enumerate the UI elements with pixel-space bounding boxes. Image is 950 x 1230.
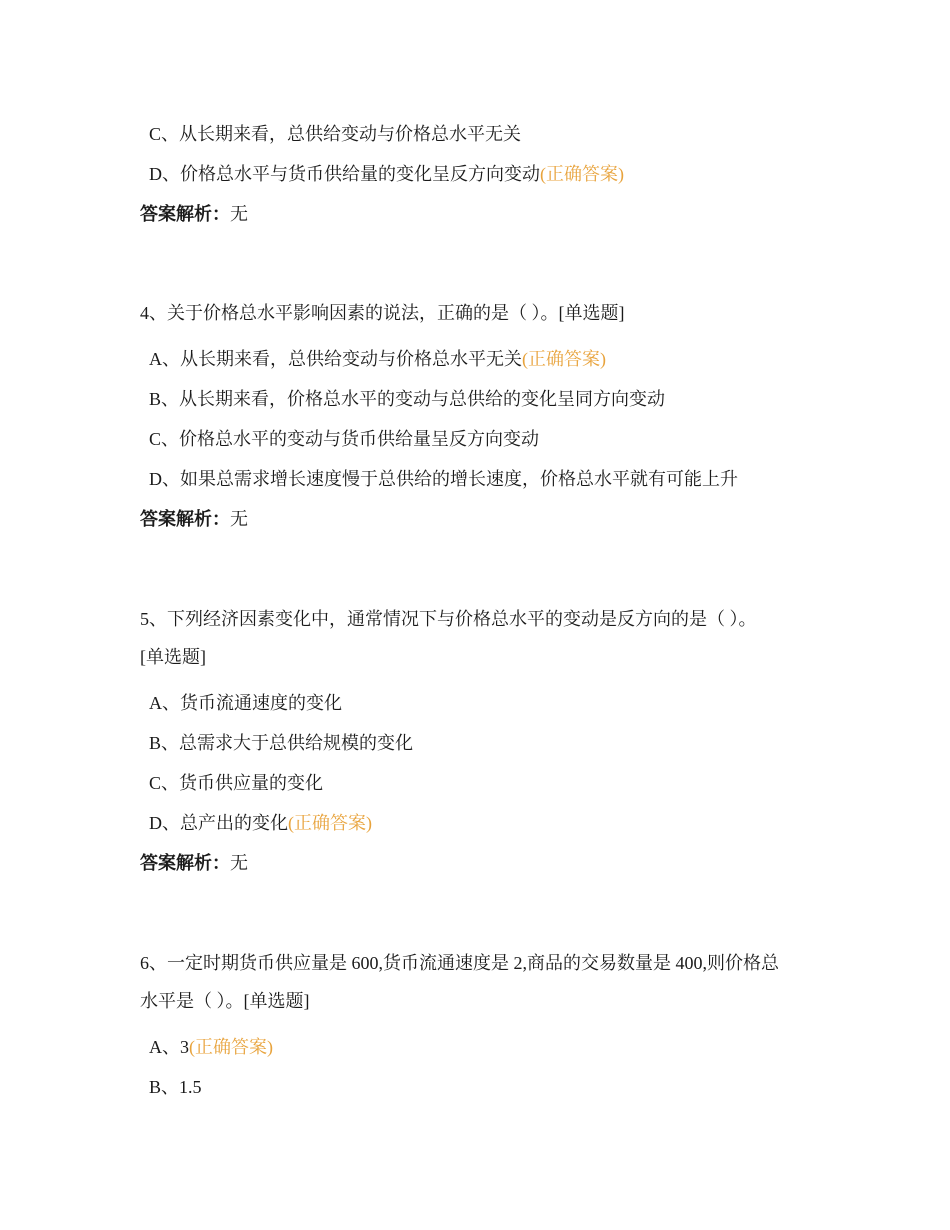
q3-option-c (149, 122, 521, 146)
q3-answer-analysis (140, 202, 248, 226)
q5-question-line2 (140, 645, 206, 669)
correct-answer-tag: (正确答案) (189, 1037, 273, 1057)
option-text: D、如果总需求增长速度慢于总供给的增长速度，价格总水平就有可能上升 (149, 469, 738, 489)
q4-option-d (149, 467, 738, 491)
analysis-value: 无 (230, 204, 248, 224)
q5-option-d (149, 811, 372, 835)
option-text: A、3 (149, 1037, 189, 1057)
q4-question (140, 301, 625, 325)
question-type: [单选题] (140, 647, 206, 667)
q4-answer-analysis (140, 507, 248, 531)
option-text: D、价格总水平与货币供给量的变化呈反方向变动 (149, 164, 540, 184)
correct-answer-tag: (正确答案) (288, 813, 372, 833)
q5-answer-analysis (140, 851, 248, 875)
q5-option-b (149, 731, 413, 755)
analysis-label: 答案解析： (140, 509, 230, 529)
q6-question-line2 (140, 989, 310, 1013)
option-text: A、货币流通速度的变化 (149, 693, 342, 713)
q4-option-a (149, 347, 606, 371)
analysis-value: 无 (230, 853, 248, 873)
option-text: D、总产出的变化 (149, 813, 288, 833)
question-text: 6、一定时期货币供应量是 600,货币流通速度是 2,商品的交易数量是 400,则价格总 (140, 953, 779, 973)
question-text: 水平是（ ）。[单选题] (140, 991, 310, 1011)
q6-question-line1 (140, 951, 779, 975)
option-text: B、1.5 (149, 1077, 202, 1097)
analysis-label: 答案解析： (140, 204, 230, 224)
q3-option-d (149, 162, 624, 186)
q6-option-b (149, 1075, 202, 1099)
option-text: C、货币供应量的变化 (149, 773, 324, 793)
q4-option-c (149, 427, 539, 451)
question-text: 5、下列经济因素变化中，通常情况下与价格总水平的变动是反方向的是（ ）。 (140, 609, 757, 629)
option-text: B、总需求大于总供给规模的变化 (149, 733, 414, 753)
analysis-label: 答案解析： (140, 853, 230, 873)
option-text: C、价格总水平的变动与货币供给量呈反方向变动 (149, 429, 540, 449)
q4-option-b (149, 387, 665, 411)
analysis-value: 无 (230, 509, 248, 529)
option-text: C、从长期来看，总供给变动与价格总水平无关 (149, 124, 522, 144)
q5-option-a (149, 691, 342, 715)
correct-answer-tag: (正确答案) (522, 349, 606, 369)
question-text: 4、关于价格总水平影响因素的说法，正确的是（ ）。[单选题] (140, 303, 625, 323)
option-text: B、从长期来看，价格总水平的变动与总供给的变化呈同方向变动 (149, 389, 666, 409)
q5-option-c (149, 771, 323, 795)
q5-question-line1 (140, 607, 757, 631)
option-text: A、从长期来看，总供给变动与价格总水平无关 (149, 349, 522, 369)
q6-option-a (149, 1035, 273, 1059)
correct-answer-tag: (正确答案) (540, 164, 624, 184)
